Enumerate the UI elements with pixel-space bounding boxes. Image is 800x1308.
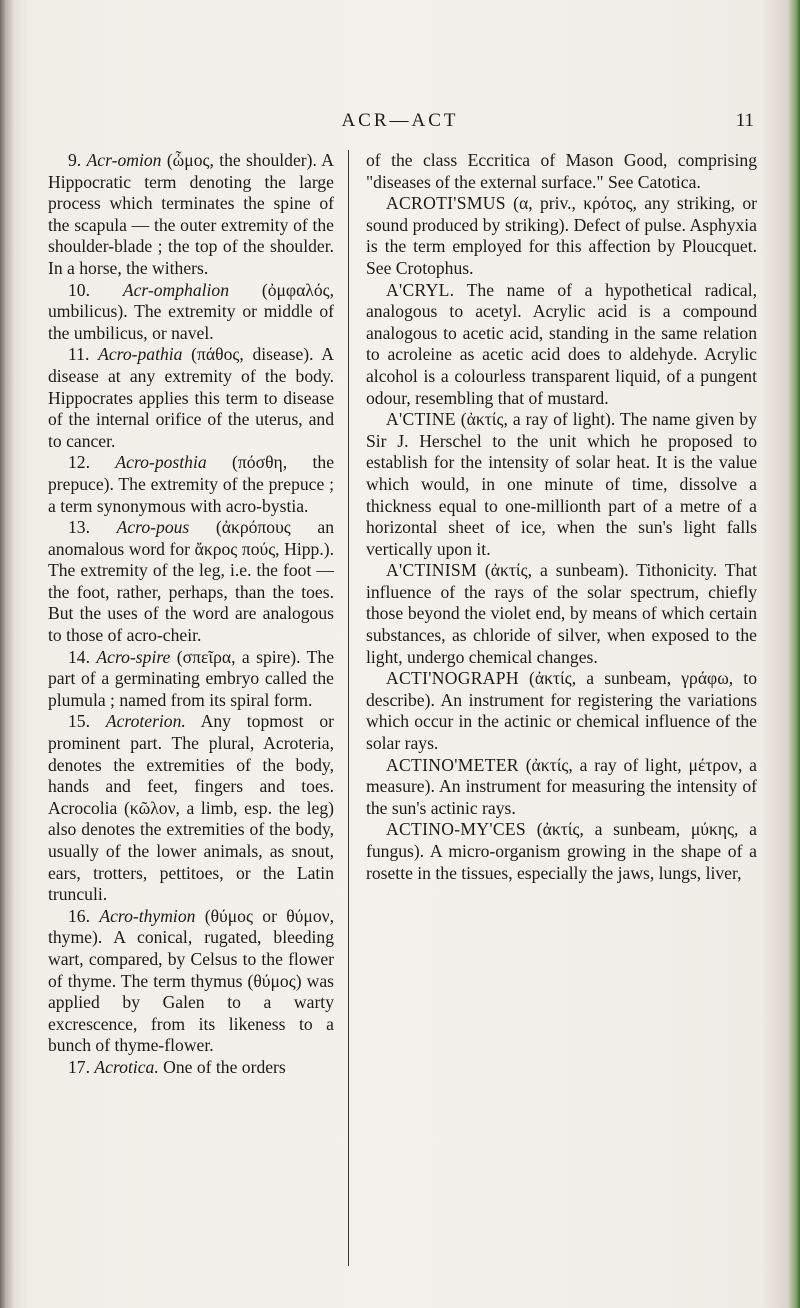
entry-headword: Acro-spire (96, 646, 171, 667)
column-divider (348, 150, 349, 1266)
entry-text: Any topmost or prominent part. The plural, Acroteria, denotes the extremities of the body, hands and feet, fingers and toes. Acrocolia (κῶλον, a limb, esp. the leg) also denotes the extremities of the body, usually of the lower animals, as snout, ears, trotters, pettitoes, or the Latin trunculi. (48, 711, 334, 905)
entry-number: 13. (68, 517, 90, 538)
entry-headword: A'CTINE (386, 409, 456, 430)
dictionary-entry (366, 409, 757, 560)
entry-headword: Acro-posthia (115, 452, 207, 473)
entry-text: (ὀμφαλός, umbilicus). The extremity or middle of the umbilicus, or navel. (48, 279, 334, 343)
entry-headword: ACTINO'METER (386, 754, 519, 775)
entry-text: (α, priv., κρότος, any striking, or sound produced by striking). Defect of pulse. Asphyxia is the term employed for this affection by Ploucquet. See Crotophus. (366, 193, 757, 278)
entry-headword: A'CRYL. (386, 279, 455, 300)
entry-headword: Acroterion. (105, 711, 186, 732)
entry-headword: ACTI'NOGRAPH (386, 668, 519, 689)
entry-number: 14. (68, 646, 90, 667)
entry-headword: Acro-pathia (98, 344, 183, 365)
dictionary-entry (366, 755, 757, 820)
entry-headword: Acro-pous (116, 517, 190, 538)
dictionary-entry (48, 647, 334, 712)
dictionary-entry (366, 280, 757, 410)
entry-text: The name of a hypothetical radical, analogous to acetyl. Acrylic acid is a compound analogous to acetic acid, standing in the same relation to acroleine as acetic acid does to aldehyde. Acrylic alcohol is a colourless transparent liquid, of a pungent odour, resembling that of mustard. (366, 279, 757, 408)
entry-text: (ὦμος, the shoulder). A Hippocratic term denoting the large process which terminates the spine of the scapula — the outer extremity of the shoulder-blade ; the top of the shoulder. In a horse, the withers. (48, 150, 334, 278)
entry-text: (σπεῖρα, a spire). The part of a germinating embryo called the plumula ; named from its spiral form. (48, 646, 334, 710)
entry-headword: Acro-thymion (99, 905, 196, 926)
entry-headword: Acr-omion (86, 150, 162, 170)
entry-headword: ACTINO-MY'CES (386, 819, 527, 840)
entry-number: 16. (68, 905, 90, 926)
entry-text: (ἀκτίς, a sunbeam). Tithonicity. That influence of the rays of the solar spectrum, chiefly those beyond the violet end, by means of which certain substances, as chloride of silver, when exposed to the light, undergo chemical changes. (366, 560, 757, 667)
entry-text: (ἀκτίς, a ray of light). The name given by Sir J. Herschel to the unit which he proposed to establish for the intensity of solar heat. It is the value which would, in one minute of time, dissolve a thickness equal to one-millionth part of a metre of a horizontal sheet of ice, when the sun's light falls vertically upon it. (366, 409, 757, 559)
dictionary-entry (48, 280, 334, 345)
entry-number: 10. (68, 279, 90, 300)
entry-headword: Acrotica. (94, 1056, 159, 1077)
entry-text: (ἀκτίς, a sunbeam, μύκης, a fungus). A micro-organism growing in the shape of a rosette in the tissues, especially the jaws, lungs, liver, (366, 819, 757, 883)
dictionary-entry (48, 344, 334, 452)
entry-text: (ἀκτίς, a ray of light, μέτρον, a measure). An instrument for measuring the intensity of the sun's actinic rays. (366, 754, 757, 818)
entry-number: 12. (68, 452, 90, 473)
page-header (0, 110, 800, 140)
entry-number: 17. (68, 1056, 90, 1077)
dictionary-entry (48, 711, 334, 905)
entry-number: 15. (68, 711, 90, 732)
dictionary-entry (366, 819, 757, 884)
entry-text: (θύμος or θύμον, thyme). A conical, rugated, bleeding wart, compared, by Celsus to the flower of thyme. The term thymus (θύμος) was applied by Galen to a warty excrescence, from its likeness to a bunch of thyme-flower. (48, 905, 334, 1056)
page-edge-right (788, 0, 800, 1308)
page-number: 11 (735, 110, 754, 131)
dictionary-entry (48, 150, 334, 280)
dictionary-entry (366, 668, 757, 754)
dictionary-entry (48, 1057, 334, 1079)
entry-text: of the class Eccritica of Mason Good, comprising "diseases of the external surface." See Catotica. (366, 150, 757, 192)
dictionary-entry (366, 193, 757, 279)
entry-text: (πόσθη, the prepuce). The extremity of the prepuce ; a term synonymous with acro-bystia. (48, 452, 335, 516)
dictionary-entry (48, 517, 334, 647)
dictionary-entry (366, 560, 757, 668)
entry-number: 11. (68, 344, 90, 365)
entry-text: One of the orders (158, 1056, 286, 1077)
running-head: ACR—ACT (341, 110, 459, 131)
entry-text: (πάθος, disease). A disease at any extremity of the body. Hippocrates applies this term to disease of the internal orifice of the uterus, and to cancer. (48, 344, 334, 451)
right-column (366, 150, 757, 884)
entry-headword: A'CTINISM (386, 560, 477, 581)
entry-continuation (366, 150, 757, 193)
entry-headword: Acr-omphalion (122, 279, 230, 300)
entry-number: 9. (68, 150, 82, 170)
dictionary-entry (48, 452, 334, 517)
entry-text: (ἀκτίς, a sunbeam, γράφω, to describe). An instrument for registering the variations which occur in the actinic or chemical influence of the solar rays. (366, 668, 757, 754)
page-gutter-shadow (0, 0, 14, 1308)
entry-headword: ACROTI'SMUS (386, 193, 506, 214)
dictionary-entry (48, 906, 334, 1057)
entry-text: (ἀκρόπους an anomalous word for ἄκρος πούς, Hipp.). The extremity of the leg, i.e. the foot — the foot, rather, perhaps, than the toes. But the uses of the word are analogous to those of acro-cheir. (48, 517, 334, 646)
left-column (48, 150, 334, 1079)
